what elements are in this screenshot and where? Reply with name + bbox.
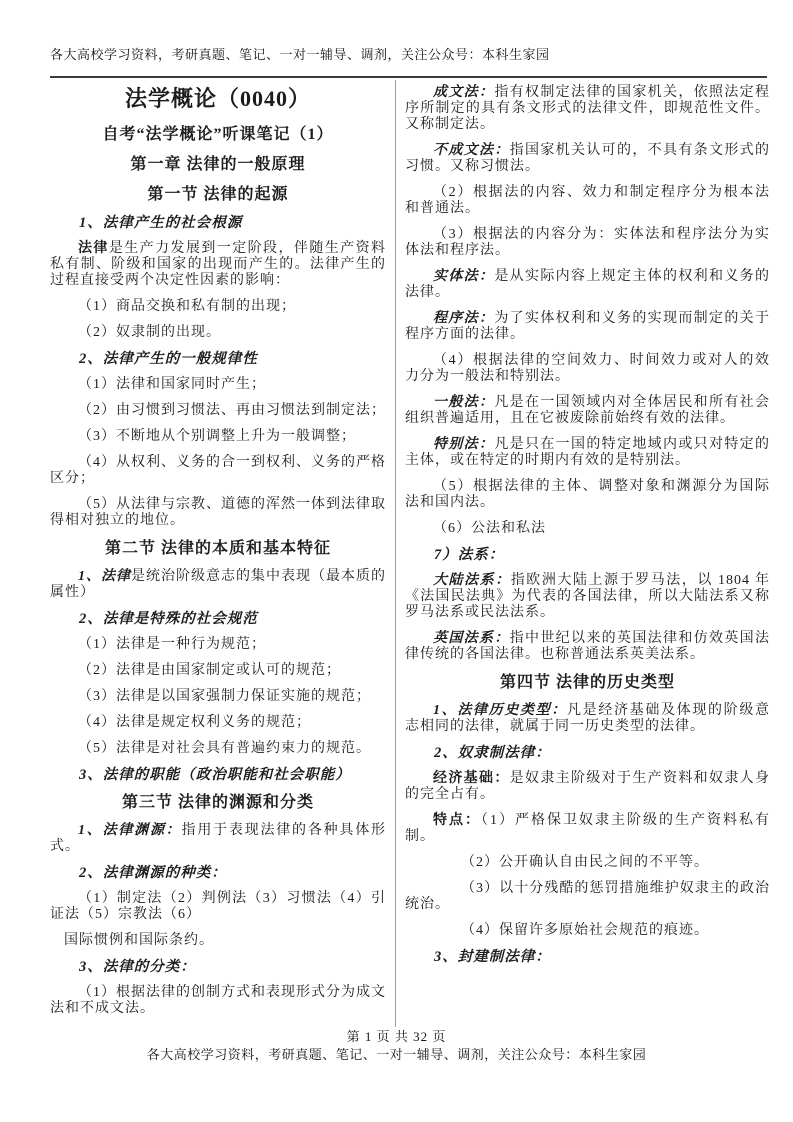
paragraph: 1、法律历史类型：凡是经济基础及体现的阶级意志相同的法律，就属于同一历史类型的法律。 xyxy=(405,703,770,734)
paragraph: （1）根据法律的创制方式和表现形式分为成文法和不成文法。 xyxy=(50,985,386,1016)
paragraph: 特点：（1）严格保卫奴隶主阶级的生产资料私有制。 xyxy=(405,813,770,844)
term-label: 程序法： xyxy=(433,311,495,326)
footer-note: 各大高校学习资料，考研真题、笔记、一对一辅导、调剂，关注公众号：本科生家园 xyxy=(146,1047,647,1062)
paragraph: 2、法律渊源的种类： xyxy=(79,865,227,881)
paragraph: （4）从权利、义务的合一到权利、义务的严格区分； xyxy=(50,455,386,486)
footer-page-number: 第 1 页 共 32 页 xyxy=(346,1029,447,1044)
paragraph: （5）根据法律的主体、调整对象和渊源分为国际法和国内法。 xyxy=(405,479,770,510)
paragraph: 第四节 法律的历史类型 xyxy=(499,674,675,691)
paragraph: 程序法：为了实体权利和义务的实现而制定的关于程序方面的法律。 xyxy=(405,311,771,342)
paragraph: 1、法律是统治阶级意志的集中表现（最本质的属性） xyxy=(50,569,386,600)
paragraph: 一般法：凡是在一国领域内对全体居民和所有社会组织普遍适用，且在它被废除前始终有效的法律。 xyxy=(405,395,771,426)
term-label: 英国法系： xyxy=(433,631,510,646)
term-label: 经济基础： xyxy=(433,771,510,786)
term-label: 大陆法系： xyxy=(433,573,511,588)
paragraph: （1）法律是一种行为规范； xyxy=(78,637,266,652)
term-label: 1、法律 xyxy=(78,569,131,584)
paragraph: 自考“法学概论”听课笔记（1） xyxy=(102,126,334,143)
paragraph: （2）根据法的内容、效力和制定程序分为根本法和普通法。 xyxy=(405,185,770,216)
paragraph: （4）保留许多原始社会规范的痕迹。 xyxy=(461,923,709,938)
paragraph: 第二节 法律的本质和基本特征 xyxy=(104,540,331,557)
paragraph: （2）法律是由国家制定或认可的规范； xyxy=(78,663,341,678)
paragraph: 7）法系： xyxy=(434,547,505,563)
term-label: 实体法： xyxy=(433,269,495,284)
paragraph: 实体法：是从实际内容上规定主体的权利和义务的法律。 xyxy=(405,269,771,300)
paragraph: 2、奴隶制法律： xyxy=(434,745,551,761)
paragraph: （3）以十分残酷的惩罚措施维护奴隶主的政治统治。 xyxy=(405,881,770,912)
paragraph: 英国法系：指中世纪以来的英国法律和仿效英国法律传统的各国法律。也称普通法系英美法系。 xyxy=(405,631,771,662)
paragraph: 3、法律的分类： xyxy=(79,959,196,975)
paragraph: （5）从法律与宗教、道德的浑然一体到法律取得相对独立的地位。 xyxy=(50,497,386,528)
paragraph: 1、法律产生的社会根源 xyxy=(79,215,243,231)
paragraph: （4）法律是规定权利义务的规范； xyxy=(78,715,311,730)
paragraph: （1）制定法（2）判例法（3）习惯法（4）引证法（5）宗教法（6） xyxy=(50,891,386,922)
paragraph: （2）奴隶制的出现。 xyxy=(78,325,221,340)
term-label: 特点： xyxy=(433,813,481,828)
paragraph: （1）法律和国家同时产生； xyxy=(78,377,266,392)
left-column xyxy=(50,80,395,1028)
paragraph: 国际惯例和国际条约。 xyxy=(64,933,214,948)
paragraph: 大陆法系：指欧洲大陆上源于罗马法，以 1804 年《法国民法典》为代表的各国法律，所以大陆法系又称罗马法系或民法法系。 xyxy=(405,573,770,620)
header-rule xyxy=(50,76,767,78)
paragraph: 2、法律是特殊的社会规范 xyxy=(79,611,258,627)
term-label: 特别法： xyxy=(433,437,495,452)
header-note: 各大高校学习资料，考研真题、笔记、一对一辅导、调剂，关注公众号：本科生家园 xyxy=(50,47,550,62)
paragraph: （1）商品交换和私有制的出现； xyxy=(78,299,296,314)
paragraph: （3）法律是以国家强制力保证实施的规范； xyxy=(78,689,371,704)
paragraph: （2）公开确认自由民之间的不平等。 xyxy=(461,855,709,870)
paragraph: 第一节 法律的起源 xyxy=(147,186,289,203)
right-column xyxy=(396,80,770,1028)
term-label: 1、法律渊源： xyxy=(78,823,182,838)
term-label: 一般法： xyxy=(433,395,495,410)
paragraph: 成文法：指有权制定法律的国家机关，依照法定程序所制定的具有条文形式的法律文件，即规范性文件。又称制定法。 xyxy=(405,85,771,132)
paragraph: 3、法律的职能（政治职能和社会职能） xyxy=(79,767,351,783)
term-label: 不成文法： xyxy=(433,143,510,158)
paragraph: 特别法：凡是只在一国的特定地域内或只对特定的主体，或在特定的时期内有效的是特别法。 xyxy=(405,437,771,468)
term-label: 成文法： xyxy=(433,85,495,100)
paragraph: 不成文法：指国家机关认可的，不具有条文形式的习惯。又称习惯法。 xyxy=(405,143,771,174)
paragraph: （4）根据法律的空间效力、时间效力或对人的效力分为一般法和特别法。 xyxy=(405,353,770,384)
paragraph: 2、法律产生的一般规律性 xyxy=(79,351,258,367)
paragraph: 1、法律渊源：指用于表现法律的各种具体形式。 xyxy=(50,823,387,854)
paragraph: （2）由习惯到习惯法、再由习惯法到制定法； xyxy=(78,403,386,418)
paragraph: 经济基础：是奴隶主阶级对于生产资料和奴隶人身的完全占有。 xyxy=(405,771,771,802)
term-label: 1、法律历史类型： xyxy=(433,703,567,718)
paragraph: （3）不断地从个别调整上升为一般调整； xyxy=(78,429,356,444)
paragraph: （6）公法和私法 xyxy=(433,521,546,536)
paragraph: （3）根据法的内容分为：实体法和程序法分为实体法和程序法。 xyxy=(405,227,770,258)
paragraph: 第三节 法律的渊源和分类 xyxy=(121,794,314,811)
paragraph: 第一章 法律的一般原理 xyxy=(130,156,306,173)
paragraph: 法学概论（0040） xyxy=(124,86,311,111)
paragraph: 3、封建制法律： xyxy=(434,949,551,965)
paragraph: 法律是生产力发展到一定阶段，伴随生产资料私有制、阶级和国家的出现而产生的。法律产生的过程直接受两个决定性因素的影响： xyxy=(50,241,387,288)
term-label: 法律 xyxy=(78,241,109,256)
paragraph: （5）法律是对社会具有普遍约束力的规范。 xyxy=(78,741,371,756)
two-column-layout xyxy=(50,80,770,1028)
